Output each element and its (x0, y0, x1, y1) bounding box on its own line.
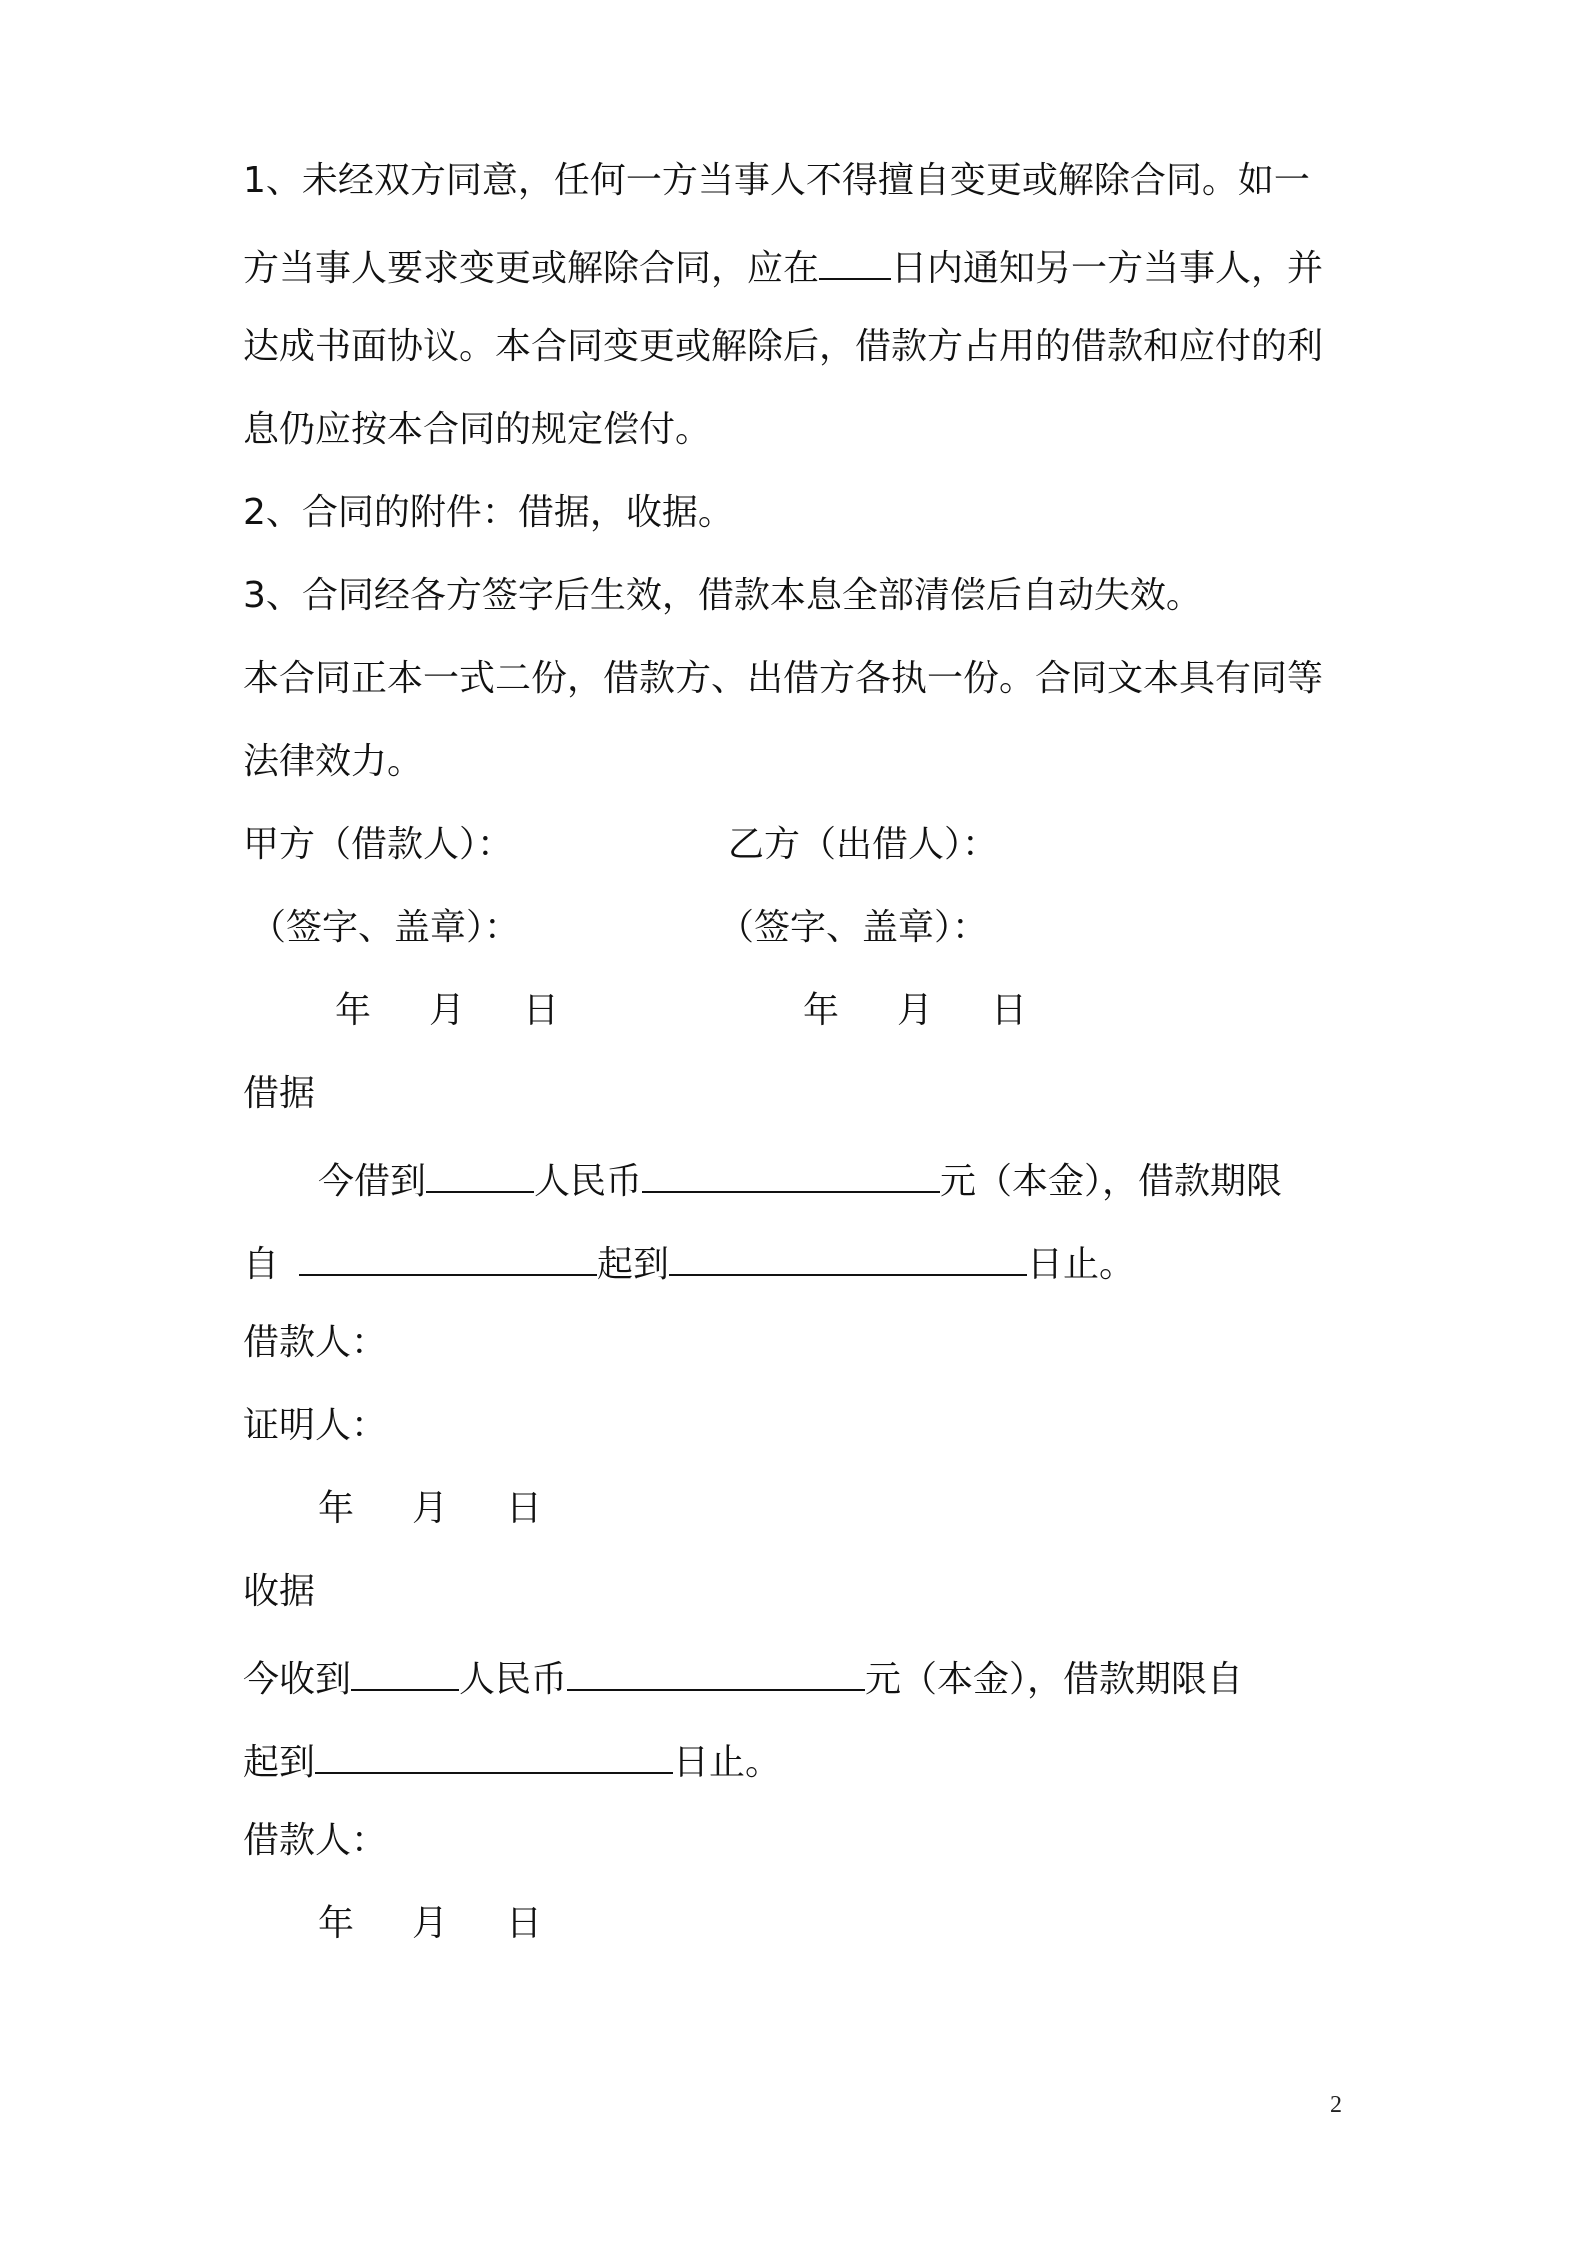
month-label: 月 (412, 1488, 449, 1529)
iou-line-2 (243, 1236, 1135, 1284)
clause-1-line-3 (243, 323, 1323, 371)
receipt-text: 起到 (243, 1742, 316, 1783)
party-a-text: 甲方（借款人）： (243, 824, 514, 865)
clause-text: 3、合同经各方签字后生效，借款本息全部清偿后自动失效。 (243, 575, 1202, 616)
party-a-date (335, 987, 559, 1035)
copies-line-2 (243, 738, 423, 786)
page-number: 2 (1330, 2092, 1342, 2118)
iou-title (243, 1070, 315, 1118)
receipt-text: 日止。 (673, 1742, 782, 1783)
year-label: 年 (318, 1488, 355, 1529)
receipt-text: 元（本金），借款期限自 (865, 1659, 1244, 1700)
clause-1-line-2 (243, 240, 1323, 288)
clause-text: 1、未经双方同意，任何一方当事人不得擅自变更或解除合同。如一 (243, 160, 1310, 201)
clause-text: 2、合同的附件：借据，收据。 (243, 492, 734, 533)
year-label: 年 (318, 1903, 355, 1944)
iou-text: 起到 (597, 1244, 670, 1285)
day-label: 日 (523, 990, 560, 1031)
party-a-sign-label (250, 904, 520, 952)
clause-text: 息仍应按本合同的规定偿付。 (243, 409, 712, 450)
receipt-text: 人民币 (459, 1659, 568, 1700)
iou-end-date-blank[interactable] (669, 1236, 1027, 1276)
iou-amount-blank[interactable] (642, 1153, 940, 1193)
clause-1-line-4 (243, 406, 711, 454)
receipt-line-1 (243, 1651, 1243, 1699)
iou-witness-label: 证明人： (243, 1405, 388, 1446)
receipt-borrower-label: 借款人： (243, 1820, 388, 1861)
day-label: 日 (991, 990, 1028, 1031)
iou-text: 人民币 (534, 1161, 643, 1202)
clause-2 (243, 489, 734, 537)
receipt-amount-blank[interactable] (567, 1651, 865, 1691)
receipt-date (318, 1900, 542, 1948)
day-label: 日 (506, 1488, 543, 1529)
iou-borrowed-from-blank[interactable] (426, 1153, 534, 1193)
clause-text: 法律效力。 (243, 741, 424, 782)
receipt-end-date-blank[interactable] (315, 1734, 673, 1774)
receipt-title (243, 1568, 315, 1616)
clause-text: 本合同正本一式二份，借款方、出借方各执一份。合同文本具有同等 (243, 658, 1324, 699)
iou-date (318, 1485, 542, 1533)
iou-line-1 (318, 1153, 1282, 1201)
party-b-label (728, 821, 998, 869)
party-b-text: 乙方（出借人）： (728, 824, 999, 865)
clause-text: 达成书面协议。本合同变更或解除后，借款方占用的借款和应付的利 (243, 326, 1324, 367)
clause-1-line-1 (243, 157, 1310, 205)
party-a-label (243, 821, 513, 869)
sign-a-text: （签字、盖章）： (250, 907, 521, 948)
receipt-title-text: 收据 (243, 1571, 316, 1612)
days-blank[interactable] (819, 240, 891, 280)
iou-borrower (243, 1319, 387, 1367)
year-label: 年 (335, 990, 372, 1031)
month-label: 月 (897, 990, 934, 1031)
receipt-line-2 (243, 1734, 781, 1782)
receipt-received-from-blank[interactable] (351, 1651, 459, 1691)
month-label: 月 (412, 1903, 449, 1944)
month-label: 月 (429, 990, 466, 1031)
copies-line-1 (243, 655, 1323, 703)
iou-text: 元（本金），借款期限 (940, 1161, 1283, 1202)
iou-borrower-label: 借款人： (243, 1322, 388, 1363)
iou-witness (243, 1402, 387, 1450)
receipt-text: 今收到 (243, 1659, 352, 1700)
iou-text: 今借到 (318, 1161, 427, 1202)
party-b-sign-label (718, 904, 988, 952)
clause-text: 日内通知另一方当事人，并 (891, 248, 1324, 289)
iou-start-date-blank[interactable] (299, 1236, 597, 1276)
year-label: 年 (803, 990, 840, 1031)
iou-text: 日止。 (1027, 1244, 1136, 1285)
day-label: 日 (506, 1903, 543, 1944)
party-b-date (803, 987, 1027, 1035)
iou-text: 自 (243, 1244, 280, 1285)
clause-text: 方当事人要求变更或解除合同，应在 (243, 248, 820, 289)
receipt-borrower (243, 1817, 387, 1865)
sign-b-text: （签字、盖章）： (718, 907, 989, 948)
clause-3 (243, 572, 1202, 620)
iou-title-text: 借据 (243, 1073, 316, 1114)
